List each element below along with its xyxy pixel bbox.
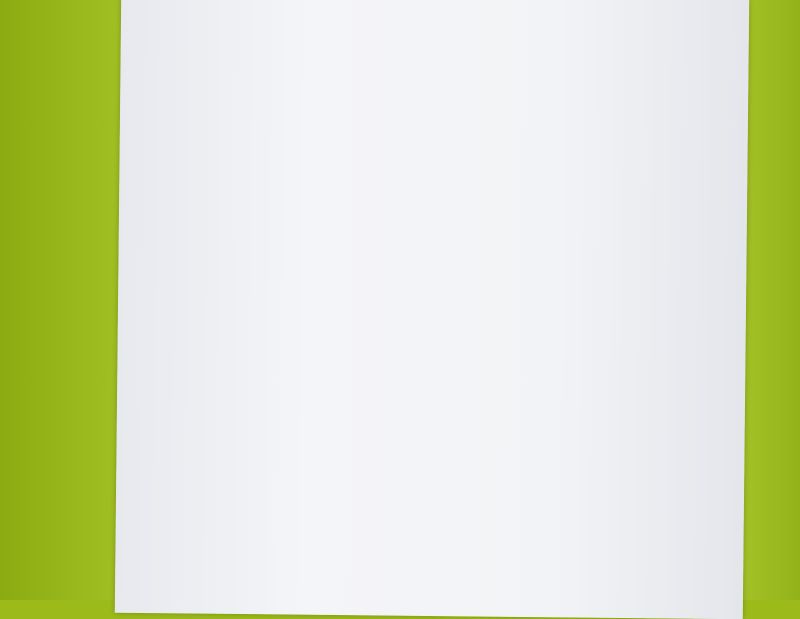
- checklist-paper: [115, 0, 749, 619]
